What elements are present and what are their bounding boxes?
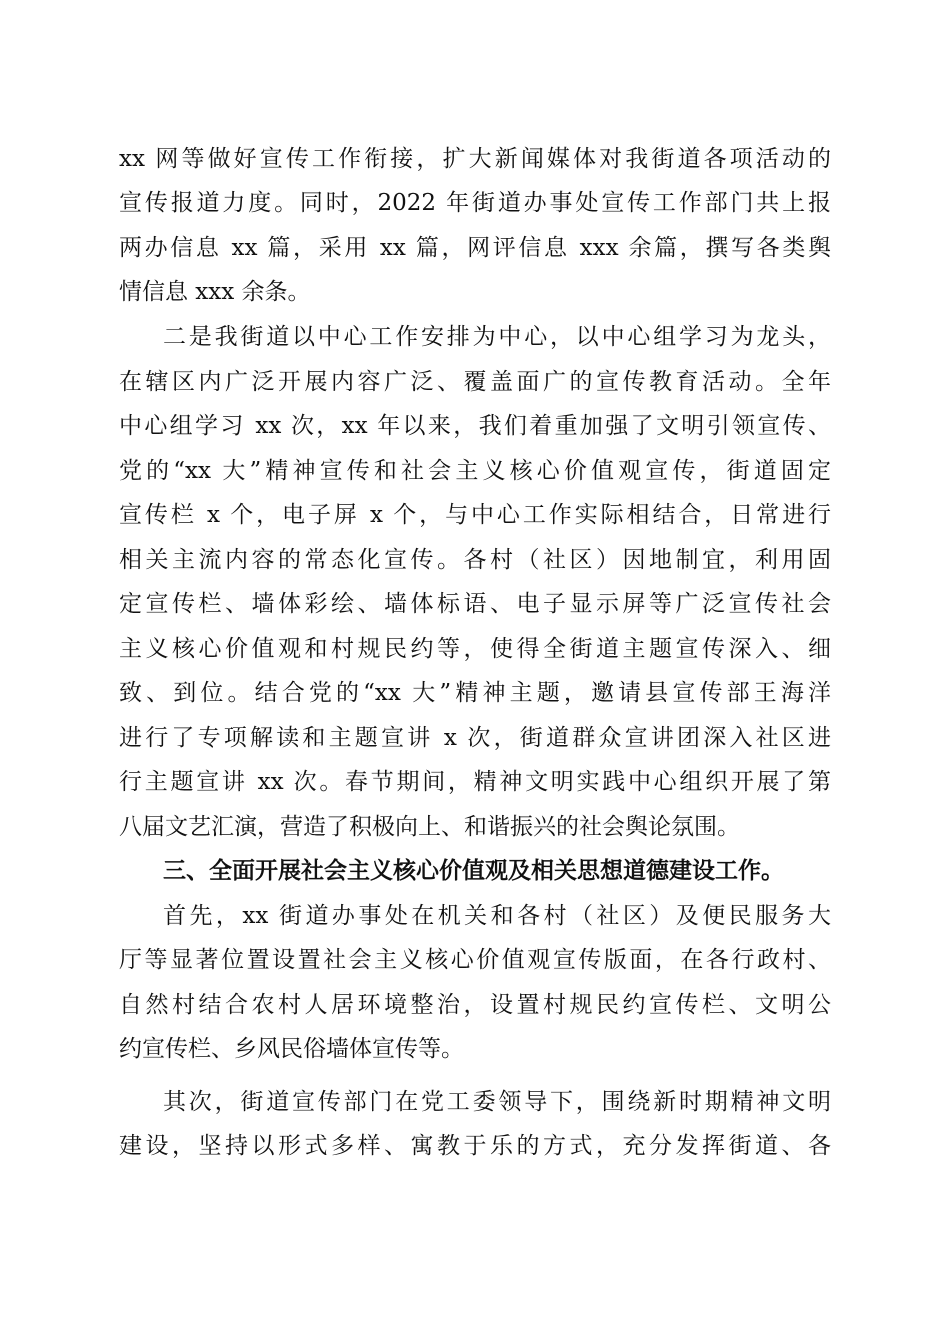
paragraph-2-line-1: 二是我街道以中心工作安排为中心，以中心组学习为龙头，: [163, 324, 831, 350]
paragraph-2-line-2: 在辖区内广泛开展内容广泛、覆盖面广的宣传教育活动。全年: [119, 369, 831, 395]
paragraph-3-line-3: 自然村结合农村人居环境整治，设置村规民约宣传栏、文明公: [119, 992, 831, 1018]
paragraph-2-line-7: 定宣传栏、墙体彩绘、墙体标语、电子显示屏等广泛宣传社会: [119, 591, 831, 617]
paragraph-3-line-2: 厅等显著位置设置社会主义核心价值观宣传版面，在各行政村、: [119, 947, 831, 973]
paragraph-1-line-4: 情信息 xxx 余条。: [119, 279, 311, 305]
paragraph-1-line-2: 宣传报道力度。同时，2022 年街道办事处宣传工作部门共上报: [119, 190, 831, 216]
paragraph-2-line-6: 相关主流内容的常态化宣传。各村（社区）因地制宜，利用固: [119, 547, 831, 573]
paragraph-4-line-2: 建设，坚持以形式多样、寓教于乐的方式，充分发挥街道、各: [119, 1133, 831, 1159]
paragraph-1-line-1: xx 网等做好宣传工作衔接，扩大新闻媒体对我街道各项活动的: [119, 146, 831, 172]
paragraph-3-line-4: 约宣传栏、乡风民俗墙体宣传等。: [119, 1036, 464, 1062]
paragraph-2-line-4: 党的“xx 大”精神宣传和社会主义核心价值观宣传，街道固定: [119, 458, 831, 484]
paragraph-2-line-12: 八届文艺汇演，营造了积极向上、和谐振兴的社会舆论氛围。: [119, 814, 740, 840]
paragraph-4-line-1: 其次，街道宣传部门在党工委领导下，围绕新时期精神文明: [163, 1089, 831, 1115]
paragraph-2-line-9: 致、到位。结合党的“xx 大”精神主题，邀请县宣传部王海洋: [119, 680, 831, 706]
paragraph-3-line-1: 首先，xx 街道办事处在机关和各村（社区）及便民服务大: [163, 903, 831, 929]
paragraph-2-line-8: 主义核心价值观和村规民约等，使得全街道主题宣传深入、细: [119, 636, 831, 662]
paragraph-1-line-3: 两办信息 xx 篇，采用 xx 篇，网评信息 xxx 余篇，撰写各类舆: [119, 235, 831, 261]
paragraph-2-line-5: 宣传栏 x 个，电子屏 x 个，与中心工作实际相结合，日常进行: [119, 502, 831, 528]
paragraph-2-line-11: 行主题宣讲 xx 次。春节期间，精神文明实践中心组织开展了第: [119, 769, 831, 795]
section-heading: 三、全面开展社会主义核心价值观及相关思想道德建设工作。: [163, 858, 784, 884]
paragraph-2-line-3: 中心组学习 xx 次，xx 年以来，我们着重加强了文明引领宣传、: [119, 413, 831, 439]
paragraph-2-line-10: 进行了专项解读和主题宣讲 x 次，街道群众宣讲团深入社区进: [119, 725, 831, 751]
